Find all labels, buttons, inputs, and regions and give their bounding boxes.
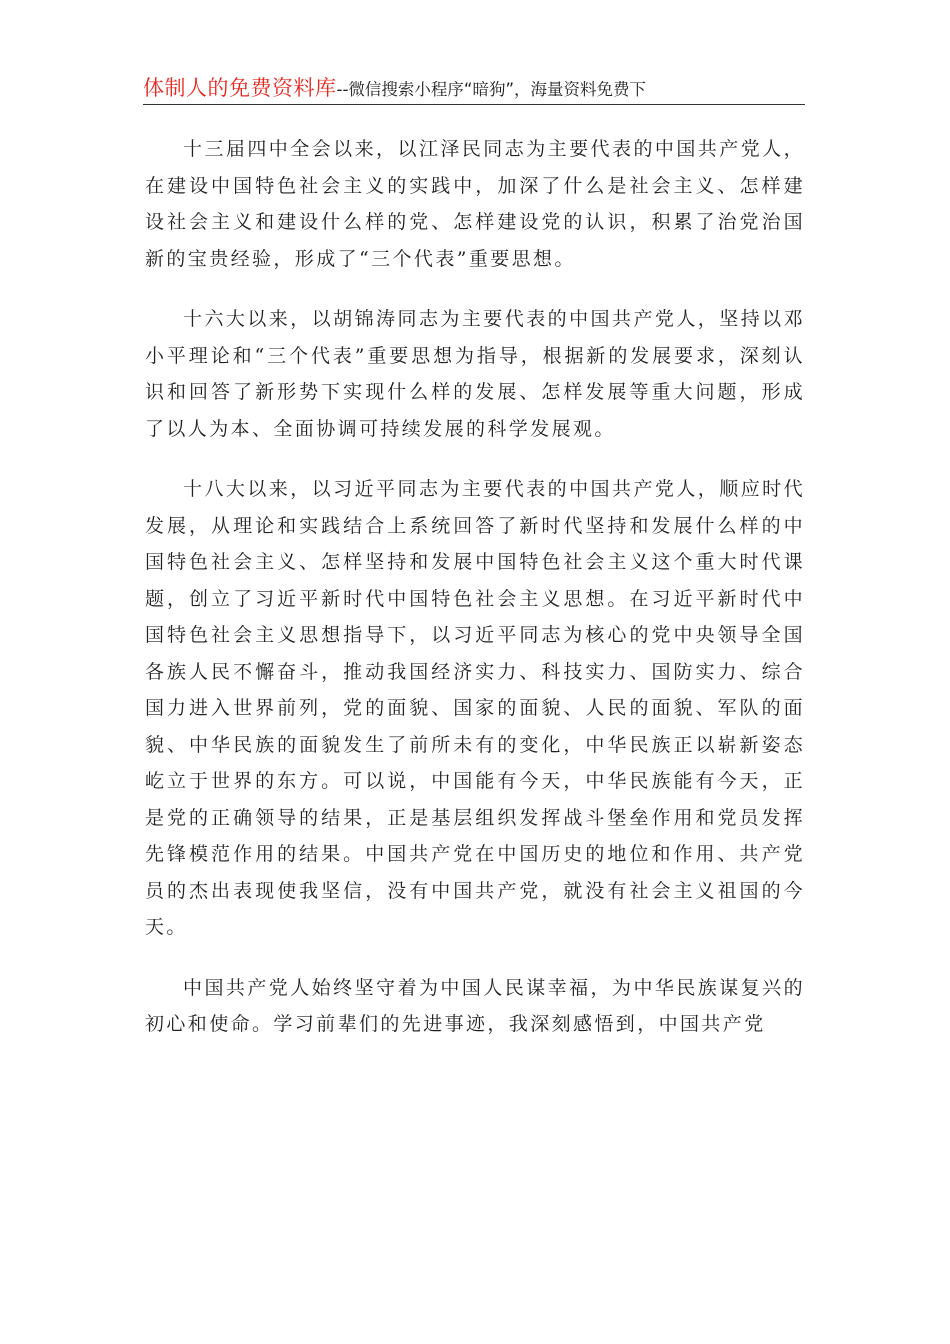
document-body <box>145 131 805 1067</box>
header-brand-title: 体制人的免费资料库 <box>143 76 337 100</box>
page-header <box>143 72 805 105</box>
paragraph-3: 十八大以来，以习近平同志为主要代表的中国共产党人，顺应时代发展，从理论和实践结合上系统回答了新时代坚持和发展什么样的中国特色社会主义、怎样坚持和发展中国特色社会主义这个重大时代课题，创立了习近平新时代中国特色社会主义思想。在习近平新时代中国特色社会主义思想指导下，以习近平同志为核心的党中央领导全国各族人民不懈奋斗，推动我国经济实力、科技实力、国防实力、综合国力进入世界前列，党的面貌、国家的面貌、人民的面貌、军队的面貌、中华民族的面貌发生了前所未有的变化，中华民族正以崭新姿态屹立于世界的东方。可以说，中国能有今天，中华民族能有今天，正是党的正确领导的结果，正是基层组织发挥战斗堡垒作用和党员发挥先锋模范作用的结果。中国共产党在中国历史的地位和作用、共产党员的杰出表现使我坚信，没有中国共产党，就没有社会主义祖国的今天。 <box>145 478 805 938</box>
header-note: --微信搜索小程序“暗狗”，海量资料免费下 <box>336 80 647 99</box>
paragraph-1: 十三届四中全会以来，以江泽民同志为主要代表的中国共产党人，在建设中国特色社会主义的实践中，加深了什么是社会主义、怎样建设社会主义和建设什么样的党、怎样建设党的认识，积累了治党治国新的宝贵经验，形成了“三个代表”重要思想。 <box>145 138 805 270</box>
paragraph-4: 中国共产党人始终坚守着为中国人民谋幸福，为中华民族谋复兴的初心和使命。学习前辈们的先进事迹，我深刻感悟到，中国共产党 <box>145 976 805 1035</box>
paragraph-2: 十六大以来，以胡锦涛同志为主要代表的中国共产党人，坚持以邓小平理论和“三个代表”重要思想为指导，根据新的发展要求，深刻认识和回答了新形势下实现什么样的发展、怎样发展等重大问题，形成了以人为本、全面协调可持续发展的科学发展观。 <box>145 308 805 440</box>
